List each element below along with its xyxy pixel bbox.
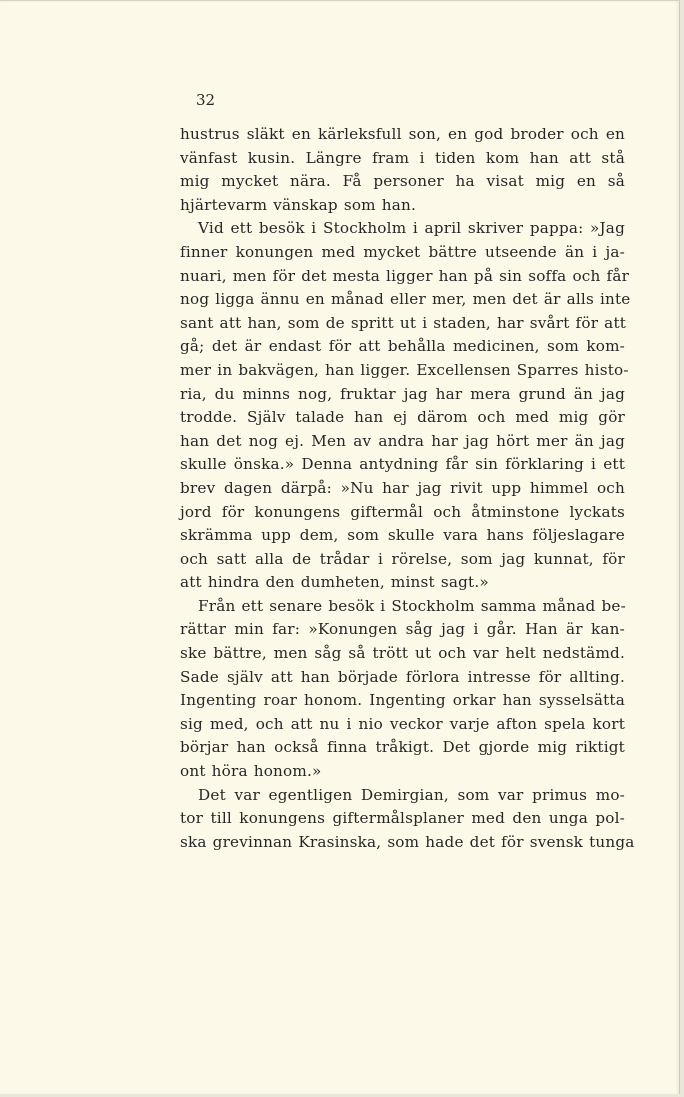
text-line: han det nog ej. Men av andra har jag hört mer än jag: [180, 431, 625, 450]
text-line: och satt alla de trådar i rörelse, som jag kunnat, för: [180, 549, 625, 568]
text-line: ska grevinnan Krasinska, som hade det för svensk tunga: [180, 832, 635, 851]
text-line: att hindra den dumheten, minst sagt.»: [180, 573, 489, 592]
text-line: skrämma upp dem, som skulle vara hans följeslagare: [180, 526, 625, 545]
text-line: sant att han, som de spritt ut i staden, har svårt för att: [180, 313, 627, 332]
text-line: Det var egentligen Demirgian, som var primus mo-: [198, 785, 625, 804]
text-line: mig mycket nära. Få personer ha visat mig en så: [180, 172, 625, 191]
text-line: skulle önska.» Denna antydning får sin förklaring i ett: [180, 455, 625, 474]
text-line: börjar han också finna tråkigt. Det gjorde mig riktigt: [180, 738, 625, 757]
text-line: brev dagen därpå: »Nu har jag rivit upp himmel och: [180, 478, 625, 497]
body-text: [180, 123, 635, 854]
text-line: Ingenting roar honom. Ingenting orkar han sysselsätta: [180, 691, 625, 710]
text-line: Vid ett besök i Stockholm i april skriver pappa: »Jag: [198, 219, 625, 238]
text-line: mer in bakvägen, han ligger. Excellensen Sparres histo-: [180, 360, 629, 379]
text-line: hjärtevarm vänskap som han.: [180, 195, 417, 214]
text-line: nog ligga ännu en månad eller mer, men det är alls inte: [180, 290, 631, 309]
text-line: Från ett senare besök i Stockholm samma månad be-: [198, 596, 626, 615]
text-line: vänfast kusin. Längre fram i tiden kom han att stå: [180, 148, 625, 167]
page-number: 32: [196, 91, 216, 109]
text-line: ske bättre, men såg så trött ut och var helt nedstämd.: [180, 644, 625, 663]
text-line: sig med, och att nu i nio veckor varje afton spela kort: [180, 714, 625, 733]
text-line: hustrus släkt en kärleksfull son, en god broder och en: [180, 125, 625, 143]
text-line: tor till konungens giftermålsplaner med den unga pol-: [180, 809, 625, 828]
text-line: finner konungen med mycket bättre utseende än i ja-: [180, 242, 625, 261]
text-line: gå; det är endast för att behålla medicinen, som kom-: [180, 337, 625, 356]
text-line: rättar min far: »Konungen såg jag i går. Han är kan-: [180, 620, 625, 639]
text-line: nuari, men för det mesta ligger han på sin soffa och får: [180, 266, 630, 285]
text-line: Sade själv att han började förlora intresse för allting.: [180, 667, 625, 686]
text-line: ria, du minns nog, fruktar jag har mera grund än jag: [180, 384, 625, 403]
text-line: trodde. Själv talade han ej därom och med mig gör: [180, 408, 625, 427]
text-line: ont höra honom.»: [180, 762, 322, 781]
text-line: jord för konungens giftermål och åtminstone lyckats: [180, 502, 625, 521]
